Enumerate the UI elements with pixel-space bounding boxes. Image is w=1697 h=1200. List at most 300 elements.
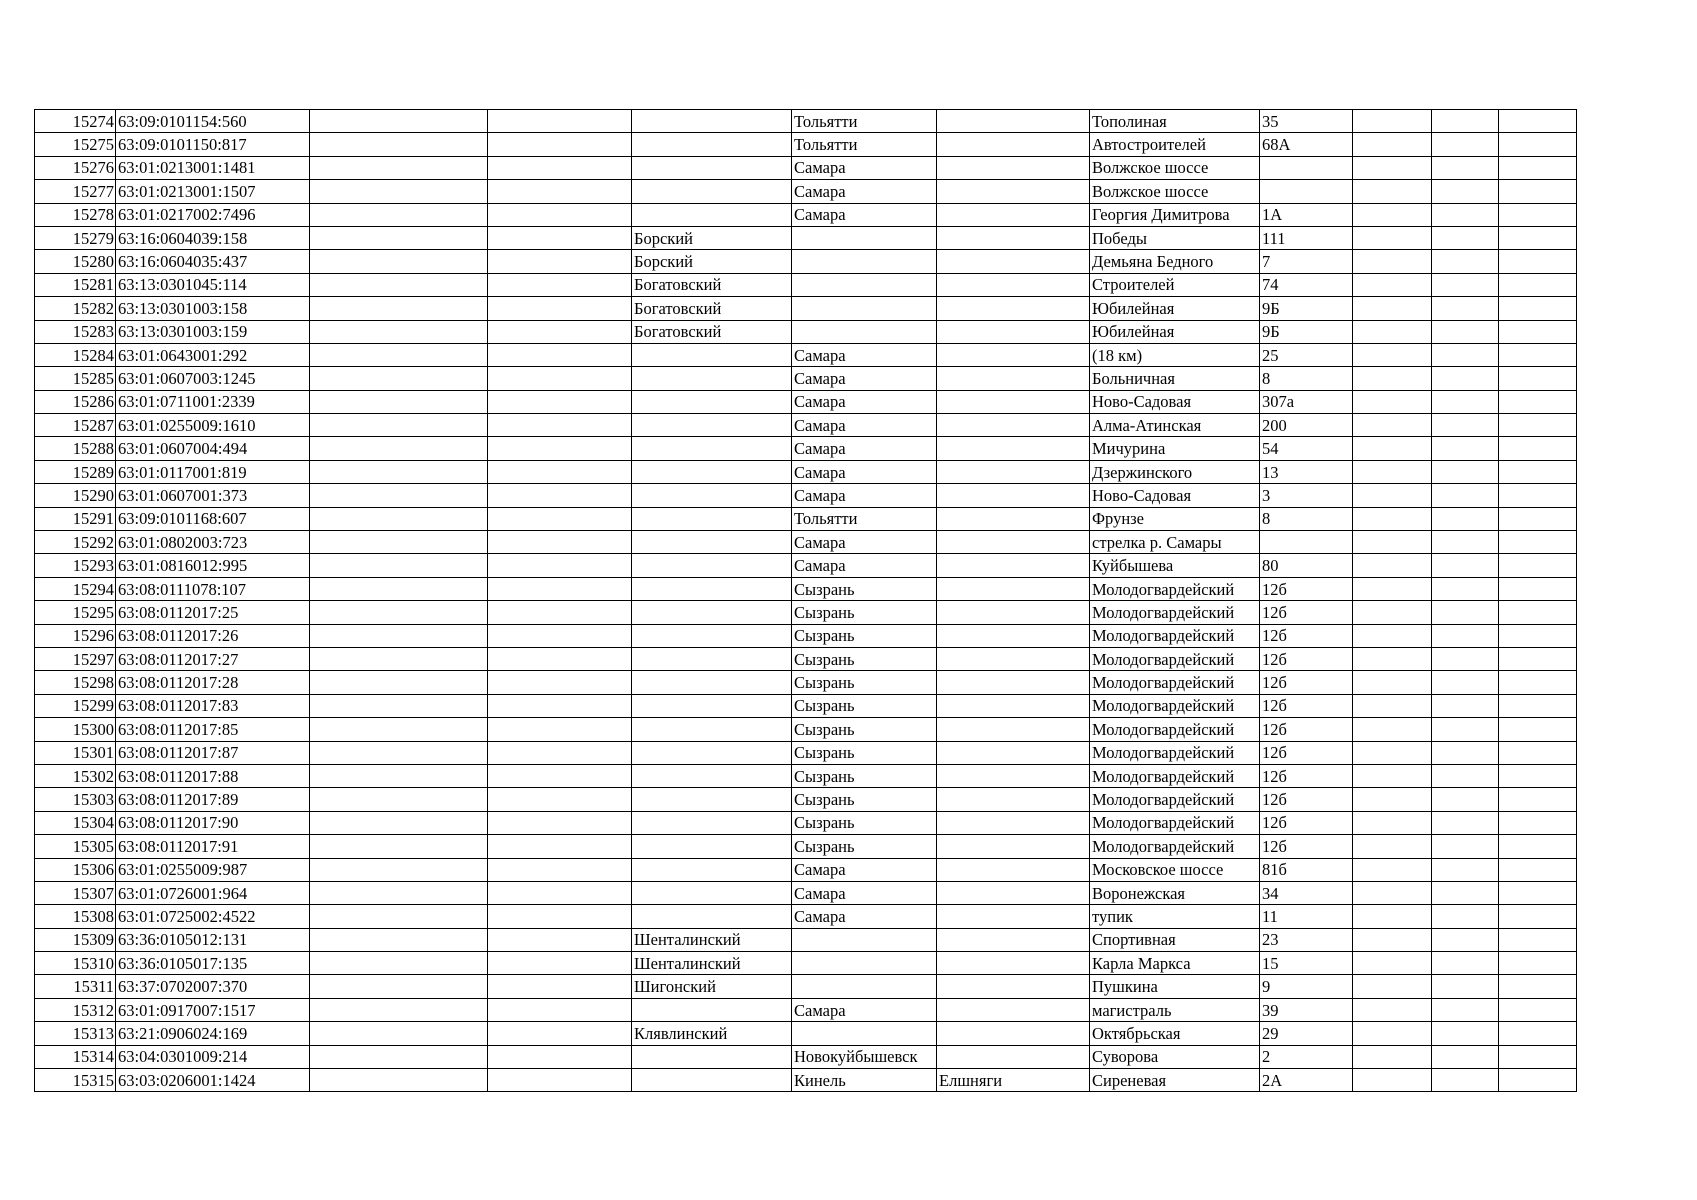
cell-street: Волжское шоссе (1090, 156, 1260, 179)
cell-street: Фрунзе (1090, 507, 1260, 530)
cell-col-10 (1353, 414, 1432, 437)
table-row (35, 694, 1577, 717)
cell-city (792, 250, 937, 273)
cell-col-10 (1353, 905, 1432, 928)
cell-district (632, 811, 792, 834)
cell-row-number: 15315 (35, 1069, 116, 1092)
cell-row-number: 15280 (35, 250, 116, 273)
cell-col-12 (1499, 788, 1577, 811)
cell-district: Шигонский (632, 975, 792, 998)
cell-col-11 (1432, 110, 1499, 133)
cell-col-12 (1499, 835, 1577, 858)
cell-street: Молодогвардейский (1090, 811, 1260, 834)
cell-house: 200 (1260, 414, 1353, 437)
cell-col-10 (1353, 297, 1432, 320)
cell-house: 2А (1260, 1069, 1353, 1092)
cell-col-4 (488, 460, 632, 483)
cell-col-12 (1499, 1045, 1577, 1068)
cell-row-number: 15292 (35, 531, 116, 554)
cell-col-10 (1353, 718, 1432, 741)
cell-col-12 (1499, 390, 1577, 413)
cell-row-number: 15312 (35, 998, 116, 1021)
cell-city: Самара (792, 998, 937, 1021)
cell-col-3 (310, 718, 488, 741)
cell-col-4 (488, 928, 632, 951)
cell-col-4 (488, 601, 632, 624)
cell-district: Борский (632, 250, 792, 273)
cell-city: Сызрань (792, 577, 937, 600)
cell-col-10 (1353, 788, 1432, 811)
cell-district (632, 741, 792, 764)
cell-street: Молодогвардейский (1090, 835, 1260, 858)
cell-col-3 (310, 577, 488, 600)
cell-col-10 (1353, 998, 1432, 1021)
table-row (35, 998, 1577, 1021)
cell-street: Мичурина (1090, 437, 1260, 460)
cell-street: Молодогвардейский (1090, 647, 1260, 670)
cell-street: Юбилейная (1090, 297, 1260, 320)
cell-house: 12б (1260, 601, 1353, 624)
cell-district (632, 764, 792, 787)
cell-settlement (937, 694, 1090, 717)
cell-settlement (937, 414, 1090, 437)
cell-col-11 (1432, 647, 1499, 670)
cell-street: Юбилейная (1090, 320, 1260, 343)
cell-city: Самара (792, 484, 937, 507)
table-row (35, 858, 1577, 881)
cell-col-10 (1353, 460, 1432, 483)
cell-street: Молодогвардейский (1090, 718, 1260, 741)
cell-cadastral-number: 63:03:0206001:1424 (116, 1069, 310, 1092)
cell-cadastral-number: 63:08:0112017:87 (116, 741, 310, 764)
cell-cadastral-number: 63:01:0255009:987 (116, 858, 310, 881)
cell-col-11 (1432, 835, 1499, 858)
cell-row-number: 15304 (35, 811, 116, 834)
cell-col-11 (1432, 718, 1499, 741)
cell-col-10 (1353, 811, 1432, 834)
table-row (35, 624, 1577, 647)
cell-col-3 (310, 1045, 488, 1068)
cell-settlement (937, 858, 1090, 881)
cell-col-3 (310, 835, 488, 858)
cell-row-number: 15300 (35, 718, 116, 741)
cell-col-10 (1353, 624, 1432, 647)
cell-cadastral-number: 63:36:0105012:131 (116, 928, 310, 951)
cell-city: Самара (792, 858, 937, 881)
cell-col-3 (310, 180, 488, 203)
table-row (35, 881, 1577, 904)
cell-col-11 (1432, 484, 1499, 507)
cell-col-4 (488, 788, 632, 811)
cell-col-10 (1353, 203, 1432, 226)
cell-cadastral-number: 63:09:0101150:817 (116, 133, 310, 156)
cell-settlement (937, 507, 1090, 530)
cell-city (792, 1022, 937, 1045)
cell-col-10 (1353, 577, 1432, 600)
cell-settlement (937, 1022, 1090, 1045)
cell-street: Молодогвардейский (1090, 624, 1260, 647)
cell-house: 1А (1260, 203, 1353, 226)
cell-col-12 (1499, 1022, 1577, 1045)
cell-street: Карла Маркса (1090, 952, 1260, 975)
cell-row-number: 15291 (35, 507, 116, 530)
cell-col-4 (488, 741, 632, 764)
cell-settlement (937, 764, 1090, 787)
cell-street: Демьяна Бедного (1090, 250, 1260, 273)
cell-district (632, 788, 792, 811)
cell-cadastral-number: 63:01:0255009:1610 (116, 414, 310, 437)
cell-house: 68А (1260, 133, 1353, 156)
cell-col-12 (1499, 133, 1577, 156)
cell-house: 12б (1260, 694, 1353, 717)
cell-settlement (937, 881, 1090, 904)
cell-city: Сызрань (792, 835, 937, 858)
cell-col-11 (1432, 250, 1499, 273)
cell-cadastral-number: 63:08:0111078:107 (116, 577, 310, 600)
cell-street: Ново-Садовая (1090, 390, 1260, 413)
cell-col-12 (1499, 764, 1577, 787)
cell-street: Победы (1090, 226, 1260, 249)
cell-district (632, 460, 792, 483)
cell-row-number: 15293 (35, 554, 116, 577)
cell-row-number: 15274 (35, 110, 116, 133)
cell-house: 12б (1260, 835, 1353, 858)
cell-col-10 (1353, 647, 1432, 670)
cell-row-number: 15309 (35, 928, 116, 951)
cell-row-number: 15289 (35, 460, 116, 483)
cell-settlement (937, 577, 1090, 600)
cell-col-3 (310, 273, 488, 296)
cell-house: 12б (1260, 788, 1353, 811)
cell-col-4 (488, 1022, 632, 1045)
cell-city (792, 320, 937, 343)
cell-col-12 (1499, 694, 1577, 717)
cell-col-3 (310, 507, 488, 530)
table-row (35, 1045, 1577, 1068)
cell-city: Тольятти (792, 133, 937, 156)
cell-col-4 (488, 554, 632, 577)
cell-col-3 (310, 975, 488, 998)
cell-col-12 (1499, 484, 1577, 507)
cell-settlement (937, 928, 1090, 951)
cell-col-4 (488, 414, 632, 437)
cell-cadastral-number: 63:21:0906024:169 (116, 1022, 310, 1045)
cell-col-3 (310, 1069, 488, 1092)
cell-col-11 (1432, 975, 1499, 998)
cell-row-number: 15307 (35, 881, 116, 904)
cell-col-4 (488, 905, 632, 928)
cell-street: стрелка р. Самары (1090, 531, 1260, 554)
cell-row-number: 15303 (35, 788, 116, 811)
cell-col-11 (1432, 531, 1499, 554)
cell-col-3 (310, 952, 488, 975)
table-row (35, 110, 1577, 133)
cell-settlement (937, 460, 1090, 483)
cell-city (792, 297, 937, 320)
cell-col-12 (1499, 952, 1577, 975)
cell-col-12 (1499, 156, 1577, 179)
cell-col-4 (488, 367, 632, 390)
cell-col-11 (1432, 1022, 1499, 1045)
cell-row-number: 15285 (35, 367, 116, 390)
cell-col-4 (488, 1045, 632, 1068)
cell-col-4 (488, 133, 632, 156)
cell-city: Самара (792, 343, 937, 366)
cell-row-number: 15313 (35, 1022, 116, 1045)
cell-house: 13 (1260, 460, 1353, 483)
cell-city: Сызрань (792, 811, 937, 834)
cell-district: Клявлинский (632, 1022, 792, 1045)
cell-col-4 (488, 694, 632, 717)
cell-col-3 (310, 928, 488, 951)
cell-col-12 (1499, 881, 1577, 904)
cell-district (632, 858, 792, 881)
cell-settlement: Елшняги (937, 1069, 1090, 1092)
cell-city: Самара (792, 554, 937, 577)
cell-cadastral-number: 63:08:0112017:89 (116, 788, 310, 811)
table-row (35, 507, 1577, 530)
cell-settlement (937, 811, 1090, 834)
cell-col-11 (1432, 624, 1499, 647)
cell-city: Самара (792, 905, 937, 928)
cell-district (632, 484, 792, 507)
cell-city: Новокуйбышевск (792, 1045, 937, 1068)
cell-row-number: 15281 (35, 273, 116, 296)
cell-city: Самара (792, 414, 937, 437)
cell-district (632, 624, 792, 647)
cell-street: Воронежская (1090, 881, 1260, 904)
cell-settlement (937, 718, 1090, 741)
table-row (35, 975, 1577, 998)
cell-col-4 (488, 881, 632, 904)
cell-street: Московское шоссе (1090, 858, 1260, 881)
table-row (35, 437, 1577, 460)
cell-district (632, 531, 792, 554)
cell-col-3 (310, 133, 488, 156)
cell-street: Куйбышева (1090, 554, 1260, 577)
cell-col-3 (310, 694, 488, 717)
cell-row-number: 15297 (35, 647, 116, 670)
cell-cadastral-number: 63:08:0112017:88 (116, 764, 310, 787)
cell-col-10 (1353, 273, 1432, 296)
cell-col-3 (310, 601, 488, 624)
cell-col-3 (310, 460, 488, 483)
cell-col-4 (488, 156, 632, 179)
cell-col-11 (1432, 414, 1499, 437)
cell-col-12 (1499, 858, 1577, 881)
cell-city: Самара (792, 460, 937, 483)
cell-district (632, 718, 792, 741)
cell-city: Сызрань (792, 624, 937, 647)
cell-district (632, 437, 792, 460)
cell-house (1260, 531, 1353, 554)
cell-col-11 (1432, 741, 1499, 764)
cell-col-3 (310, 320, 488, 343)
cell-col-12 (1499, 647, 1577, 670)
cell-settlement (937, 952, 1090, 975)
cell-col-10 (1353, 507, 1432, 530)
cell-cadastral-number: 63:08:0112017:85 (116, 718, 310, 741)
cell-settlement (937, 437, 1090, 460)
cell-district (632, 998, 792, 1021)
cell-house (1260, 180, 1353, 203)
table-row (35, 203, 1577, 226)
cell-street: Пушкина (1090, 975, 1260, 998)
cell-col-11 (1432, 507, 1499, 530)
cell-cadastral-number: 63:01:0607004:494 (116, 437, 310, 460)
cell-city: Тольятти (792, 110, 937, 133)
cell-cadastral-number: 63:16:0604039:158 (116, 226, 310, 249)
cell-street: Георгия Димитрова (1090, 203, 1260, 226)
cell-city (792, 226, 937, 249)
cell-col-10 (1353, 1022, 1432, 1045)
cell-col-3 (310, 1022, 488, 1045)
table-row (35, 905, 1577, 928)
table-row (35, 460, 1577, 483)
cell-row-number: 15290 (35, 484, 116, 507)
cell-col-10 (1353, 1069, 1432, 1092)
cell-cadastral-number: 63:01:0213001:1507 (116, 180, 310, 203)
table-row (35, 297, 1577, 320)
cell-district (632, 577, 792, 600)
cell-col-4 (488, 1069, 632, 1092)
cell-col-4 (488, 297, 632, 320)
cell-col-4 (488, 671, 632, 694)
cell-row-number: 15287 (35, 414, 116, 437)
cell-col-10 (1353, 437, 1432, 460)
cell-cadastral-number: 63:01:0711001:2339 (116, 390, 310, 413)
cell-col-12 (1499, 250, 1577, 273)
cell-col-10 (1353, 110, 1432, 133)
cell-house: 9Б (1260, 320, 1353, 343)
cell-col-3 (310, 764, 488, 787)
cell-street: Алма-Атинская (1090, 414, 1260, 437)
cell-settlement (937, 788, 1090, 811)
cell-col-11 (1432, 226, 1499, 249)
cell-col-11 (1432, 905, 1499, 928)
cell-row-number: 15276 (35, 156, 116, 179)
cell-col-4 (488, 811, 632, 834)
table-row (35, 554, 1577, 577)
cell-col-10 (1353, 1045, 1432, 1068)
table-row (35, 531, 1577, 554)
cell-col-12 (1499, 343, 1577, 366)
cell-city: Сызрань (792, 647, 937, 670)
cell-district (632, 390, 792, 413)
cell-col-12 (1499, 203, 1577, 226)
cell-col-11 (1432, 554, 1499, 577)
cell-cadastral-number: 63:36:0105017:135 (116, 952, 310, 975)
cell-col-10 (1353, 694, 1432, 717)
cell-street: Молодогвардейский (1090, 764, 1260, 787)
cell-col-3 (310, 905, 488, 928)
table-row (35, 718, 1577, 741)
cell-col-4 (488, 250, 632, 273)
cell-cadastral-number: 63:01:0217002:7496 (116, 203, 310, 226)
table-row (35, 180, 1577, 203)
cell-col-3 (310, 554, 488, 577)
cell-house: 81б (1260, 858, 1353, 881)
cell-col-3 (310, 343, 488, 366)
cell-col-3 (310, 811, 488, 834)
cell-street: Молодогвардейский (1090, 741, 1260, 764)
cell-col-11 (1432, 998, 1499, 1021)
cell-cadastral-number: 63:01:0802003:723 (116, 531, 310, 554)
cell-district (632, 671, 792, 694)
cell-settlement (937, 320, 1090, 343)
cell-row-number: 15279 (35, 226, 116, 249)
cell-row-number: 15308 (35, 905, 116, 928)
cell-col-4 (488, 507, 632, 530)
cell-cadastral-number: 63:01:0607001:373 (116, 484, 310, 507)
cell-street: (18 км) (1090, 343, 1260, 366)
cell-row-number: 15295 (35, 601, 116, 624)
cell-street: Суворова (1090, 1045, 1260, 1068)
cell-col-4 (488, 320, 632, 343)
cell-street: Дзержинского (1090, 460, 1260, 483)
cell-house: 12б (1260, 671, 1353, 694)
table-row (35, 367, 1577, 390)
cell-street: тупик (1090, 905, 1260, 928)
cell-col-10 (1353, 881, 1432, 904)
cell-cadastral-number: 63:08:0112017:26 (116, 624, 310, 647)
cell-house: 9 (1260, 975, 1353, 998)
cell-city: Самара (792, 367, 937, 390)
cell-city: Сызрань (792, 694, 937, 717)
cell-district (632, 414, 792, 437)
cell-col-11 (1432, 811, 1499, 834)
cell-col-4 (488, 975, 632, 998)
cell-col-11 (1432, 694, 1499, 717)
cell-cadastral-number: 63:01:0213001:1481 (116, 156, 310, 179)
cell-city: Сызрань (792, 741, 937, 764)
cell-col-12 (1499, 414, 1577, 437)
cell-row-number: 15310 (35, 952, 116, 975)
cell-street: Молодогвардейский (1090, 577, 1260, 600)
cell-settlement (937, 156, 1090, 179)
cell-col-12 (1499, 671, 1577, 694)
table-row (35, 601, 1577, 624)
cell-col-4 (488, 764, 632, 787)
cell-col-11 (1432, 577, 1499, 600)
table-row (35, 952, 1577, 975)
table-row (35, 273, 1577, 296)
cell-house: 12б (1260, 764, 1353, 787)
cell-house: 8 (1260, 507, 1353, 530)
cell-district: Борский (632, 226, 792, 249)
table-row (35, 741, 1577, 764)
cell-col-11 (1432, 343, 1499, 366)
cell-row-number: 15299 (35, 694, 116, 717)
cell-house: 29 (1260, 1022, 1353, 1045)
cell-col-10 (1353, 554, 1432, 577)
cell-row-number: 15288 (35, 437, 116, 460)
cell-district (632, 133, 792, 156)
cell-city: Сызрань (792, 788, 937, 811)
cell-house: 12б (1260, 647, 1353, 670)
cell-col-11 (1432, 671, 1499, 694)
cell-house: 74 (1260, 273, 1353, 296)
cell-house: 80 (1260, 554, 1353, 577)
cell-district: Богатовский (632, 297, 792, 320)
cell-settlement (937, 484, 1090, 507)
cell-row-number: 15301 (35, 741, 116, 764)
cell-col-10 (1353, 226, 1432, 249)
cell-col-3 (310, 203, 488, 226)
cell-house: 2 (1260, 1045, 1353, 1068)
cell-house: 12б (1260, 741, 1353, 764)
cell-district (632, 881, 792, 904)
